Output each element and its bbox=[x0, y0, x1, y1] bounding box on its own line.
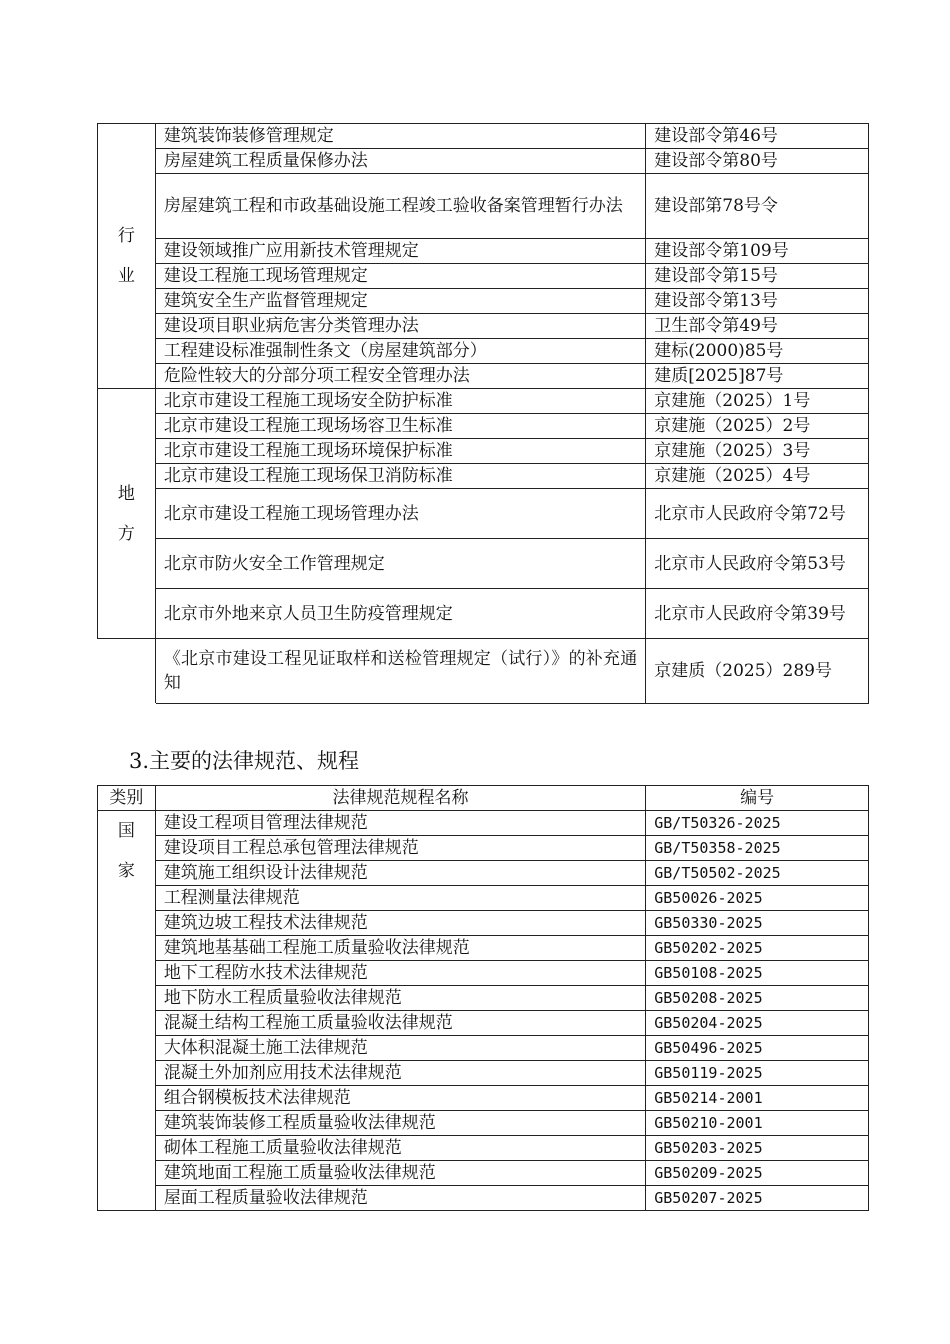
regulation-name: 北京市建设工程施工现场保卫消防标准 bbox=[155, 464, 645, 489]
standard-name: 混凝土结构工程施工质量验收法律规范 bbox=[155, 1011, 645, 1036]
group-label-local-1: 地 bbox=[117, 483, 135, 504]
header-category: 类别 bbox=[98, 786, 156, 811]
standard-code: GB50203-2025 bbox=[646, 1136, 869, 1161]
regulation-code: 京建质（2025）289号 bbox=[646, 639, 869, 704]
standard-name: 大体积混凝土施工法律规范 bbox=[155, 1036, 645, 1061]
standard-name: 建筑地面工程施工质量验收法律规范 bbox=[155, 1161, 645, 1186]
standard-name: 地下防水工程质量验收法律规范 bbox=[155, 986, 645, 1011]
regulation-name: 建筑安全生产监督管理规定 bbox=[155, 289, 645, 314]
standard-code: GB50496-2025 bbox=[646, 1036, 869, 1061]
standard-code: GB50214-2001 bbox=[646, 1086, 869, 1111]
standard-name: 建筑地基基础工程施工质量验收法律规范 bbox=[155, 936, 645, 961]
regulation-name: 北京市建设工程施工现场管理办法 bbox=[155, 489, 645, 539]
standard-code: GB/T50358-2025 bbox=[646, 836, 869, 861]
regulation-name: 房屋建筑工程和市政基础设施工程竣工验收备案管理暂行办法 bbox=[155, 174, 645, 239]
standard-name: 组合钢模板技术法律规范 bbox=[155, 1086, 645, 1111]
group-label-industry-2: 业 bbox=[117, 266, 135, 286]
regulation-code: 北京市人民政府令第53号 bbox=[646, 539, 869, 589]
regulation-name: 北京市建设工程施工现场场容卫生标准 bbox=[155, 414, 645, 439]
header-code: 编号 bbox=[646, 786, 869, 811]
group-label-industry-1: 行 bbox=[117, 226, 135, 246]
group-label-national-2: 家 bbox=[117, 861, 135, 881]
standard-code: GB50202-2025 bbox=[646, 936, 869, 961]
standard-code: GB50330-2025 bbox=[646, 911, 869, 936]
standard-name: 屋面工程质量验收法律规范 bbox=[155, 1186, 645, 1211]
regulation-name: 工程建设标准强制性条文（房屋建筑部分） bbox=[155, 339, 645, 364]
standard-name: 建筑边坡工程技术法律规范 bbox=[155, 911, 645, 936]
standard-code: GB50119-2025 bbox=[646, 1061, 869, 1086]
regulation-name: 危险性较大的分部分项工程安全管理办法 bbox=[155, 364, 645, 389]
regulation-name: 北京市防火安全工作管理规定 bbox=[155, 539, 645, 589]
regulation-code: 建标(2000)85号 bbox=[646, 339, 869, 364]
group-cell-local bbox=[98, 389, 156, 639]
section-heading: 3.主要的法律规范、规程 bbox=[129, 749, 360, 773]
group-label-local-2: 方 bbox=[117, 523, 135, 544]
group-label-national-1: 国 bbox=[117, 821, 135, 841]
standard-code: GB/T50326-2025 bbox=[646, 811, 869, 836]
standard-name: 建筑施工组织设计法律规范 bbox=[155, 861, 645, 886]
regulation-code: 建设部令第15号 bbox=[646, 264, 869, 289]
regulations-table-1 bbox=[97, 123, 869, 704]
standard-name: 混凝土外加剂应用技术法律规范 bbox=[155, 1061, 645, 1086]
standard-name: 地下工程防水技术法律规范 bbox=[155, 961, 645, 986]
standard-code: GB/T50502-2025 bbox=[646, 861, 869, 886]
regulation-name: 房屋建筑工程质量保修办法 bbox=[155, 149, 645, 174]
standard-name: 建筑装饰装修工程质量验收法律规范 bbox=[155, 1111, 645, 1136]
standard-code: GB50210-2001 bbox=[646, 1111, 869, 1136]
regulation-code: 北京市人民政府令第39号 bbox=[646, 589, 869, 639]
regulation-code: 建质[2025]87号 bbox=[646, 364, 869, 389]
regulation-code: 北京市人民政府令第72号 bbox=[646, 489, 869, 539]
header-name: 法律规范规程名称 bbox=[155, 786, 645, 811]
regulation-name: 建设工程施工现场管理规定 bbox=[155, 264, 645, 289]
regulation-name: 《北京市建设工程见证取样和送检管理规定（试行）》的补充通知 bbox=[155, 639, 645, 704]
regulation-name: 北京市建设工程施工现场安全防护标准 bbox=[155, 389, 645, 414]
standard-name: 建设项目工程总承包管理法律规范 bbox=[155, 836, 645, 861]
group-cell-industry bbox=[98, 124, 156, 389]
standard-code: GB50026-2025 bbox=[646, 886, 869, 911]
standard-name: 建设工程项目管理法律规范 bbox=[155, 811, 645, 836]
regulation-code: 建设部第78号令 bbox=[646, 174, 869, 239]
standard-code: GB50108-2025 bbox=[646, 961, 869, 986]
empty-group-cell bbox=[98, 639, 156, 704]
standard-code: GB50208-2025 bbox=[646, 986, 869, 1011]
regulation-code: 建设部令第109号 bbox=[646, 239, 869, 264]
standard-code: GB50209-2025 bbox=[646, 1161, 869, 1186]
standard-name: 工程测量法律规范 bbox=[155, 886, 645, 911]
regulation-code: 京建施（2025）3号 bbox=[646, 439, 869, 464]
regulation-code: 建设部令第46号 bbox=[646, 124, 869, 149]
regulations-table-2 bbox=[97, 785, 869, 1211]
regulation-code: 京建施（2025）4号 bbox=[646, 464, 869, 489]
regulation-code: 建设部令第13号 bbox=[646, 289, 869, 314]
regulation-name: 北京市外地来京人员卫生防疫管理规定 bbox=[155, 589, 645, 639]
standard-code: GB50204-2025 bbox=[646, 1011, 869, 1036]
regulation-code: 建设部令第80号 bbox=[646, 149, 869, 174]
regulation-name: 建筑装饰装修管理规定 bbox=[155, 124, 645, 149]
regulation-name: 北京市建设工程施工现场环境保护标准 bbox=[155, 439, 645, 464]
standard-code: GB50207-2025 bbox=[646, 1186, 869, 1211]
standard-name: 砌体工程施工质量验收法律规范 bbox=[155, 1136, 645, 1161]
regulation-name: 建设领域推广应用新技术管理规定 bbox=[155, 239, 645, 264]
regulation-code: 京建施（2025）1号 bbox=[646, 389, 869, 414]
regulation-name: 建设项目职业病危害分类管理办法 bbox=[155, 314, 645, 339]
regulation-code: 卫生部令第49号 bbox=[646, 314, 869, 339]
regulation-code: 京建施（2025）2号 bbox=[646, 414, 869, 439]
group-cell-national bbox=[98, 811, 156, 1211]
